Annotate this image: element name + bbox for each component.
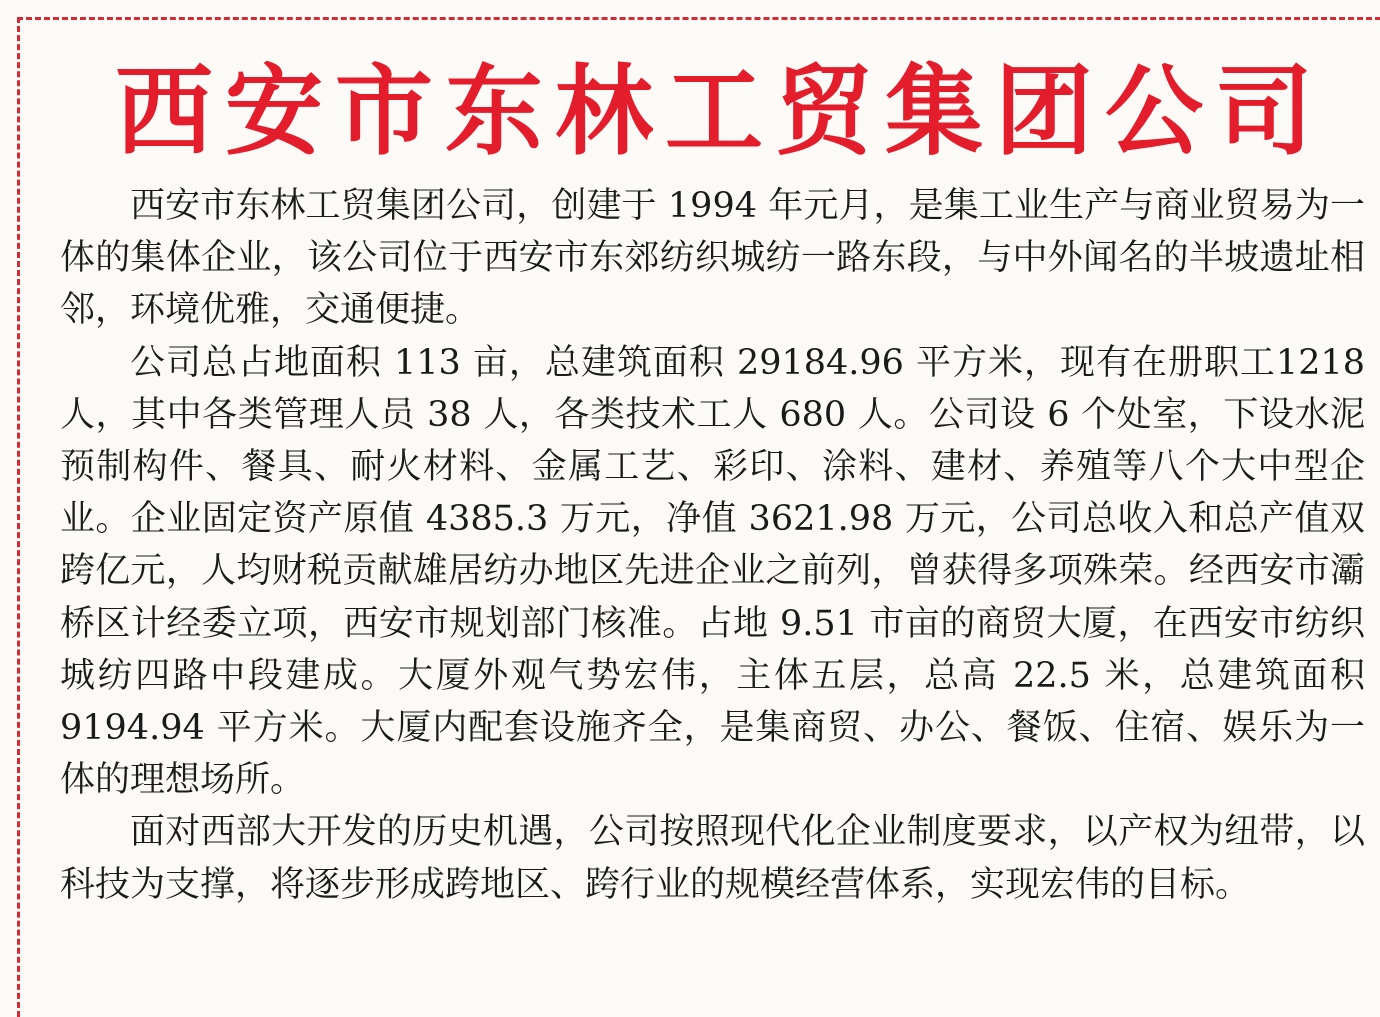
paragraph-intro: 西安市东林工贸集团公司，创建于 1994 年元月，是集工业生产与商业贸易为一体的集体企业，该公司位于西安市东郊纺织城纺一路东段，与中外闻名的半坡遗址相邻，环境优雅，交通便捷。 <box>60 186 1365 331</box>
article-title: 西安市东林工贸集团公司 <box>114 55 1325 169</box>
article-body <box>60 180 1365 911</box>
paragraph-outlook: 面对西部大开发的历史机遇，公司按照现代化企业制度要求，以产权为纽带，以科技为支撑，将逐步形成跨地区、跨行业的规模经营体系，实现宏伟的目标。 <box>60 812 1365 905</box>
paragraph-facilities: 公司总占地面积 113 亩，总建筑面积 29184.96 平方米，现有在册职工1218 人，其中各类管理人员 38 人，各类技术工人 680 人。公司设 6 个处室，下设水泥预制构件、餐具、耐火材料、金属工艺、彩印、涂料、建材、养殖等八个大中型企业。企业固定资产原值 4385.3 万元，净值 3621.98 万元，公司总收入和总产值双跨亿元，人均财税贡献雄居纺办地区先进企业之前列，曾获得多项殊荣。经西安市灞桥区计经委立项，西安市规划部门核准。占地 9.51 市亩的商贸大厦，在西安市纺织城纺四路中段建成。大厦外观气势宏伟，主体五层，总高 22.5 米，总建筑面积 9194.94 平方米。大厦内配套设施齐全，是集商贸、办公、餐饭、住宿、娱乐为一体的理想场所。 <box>60 342 1365 801</box>
